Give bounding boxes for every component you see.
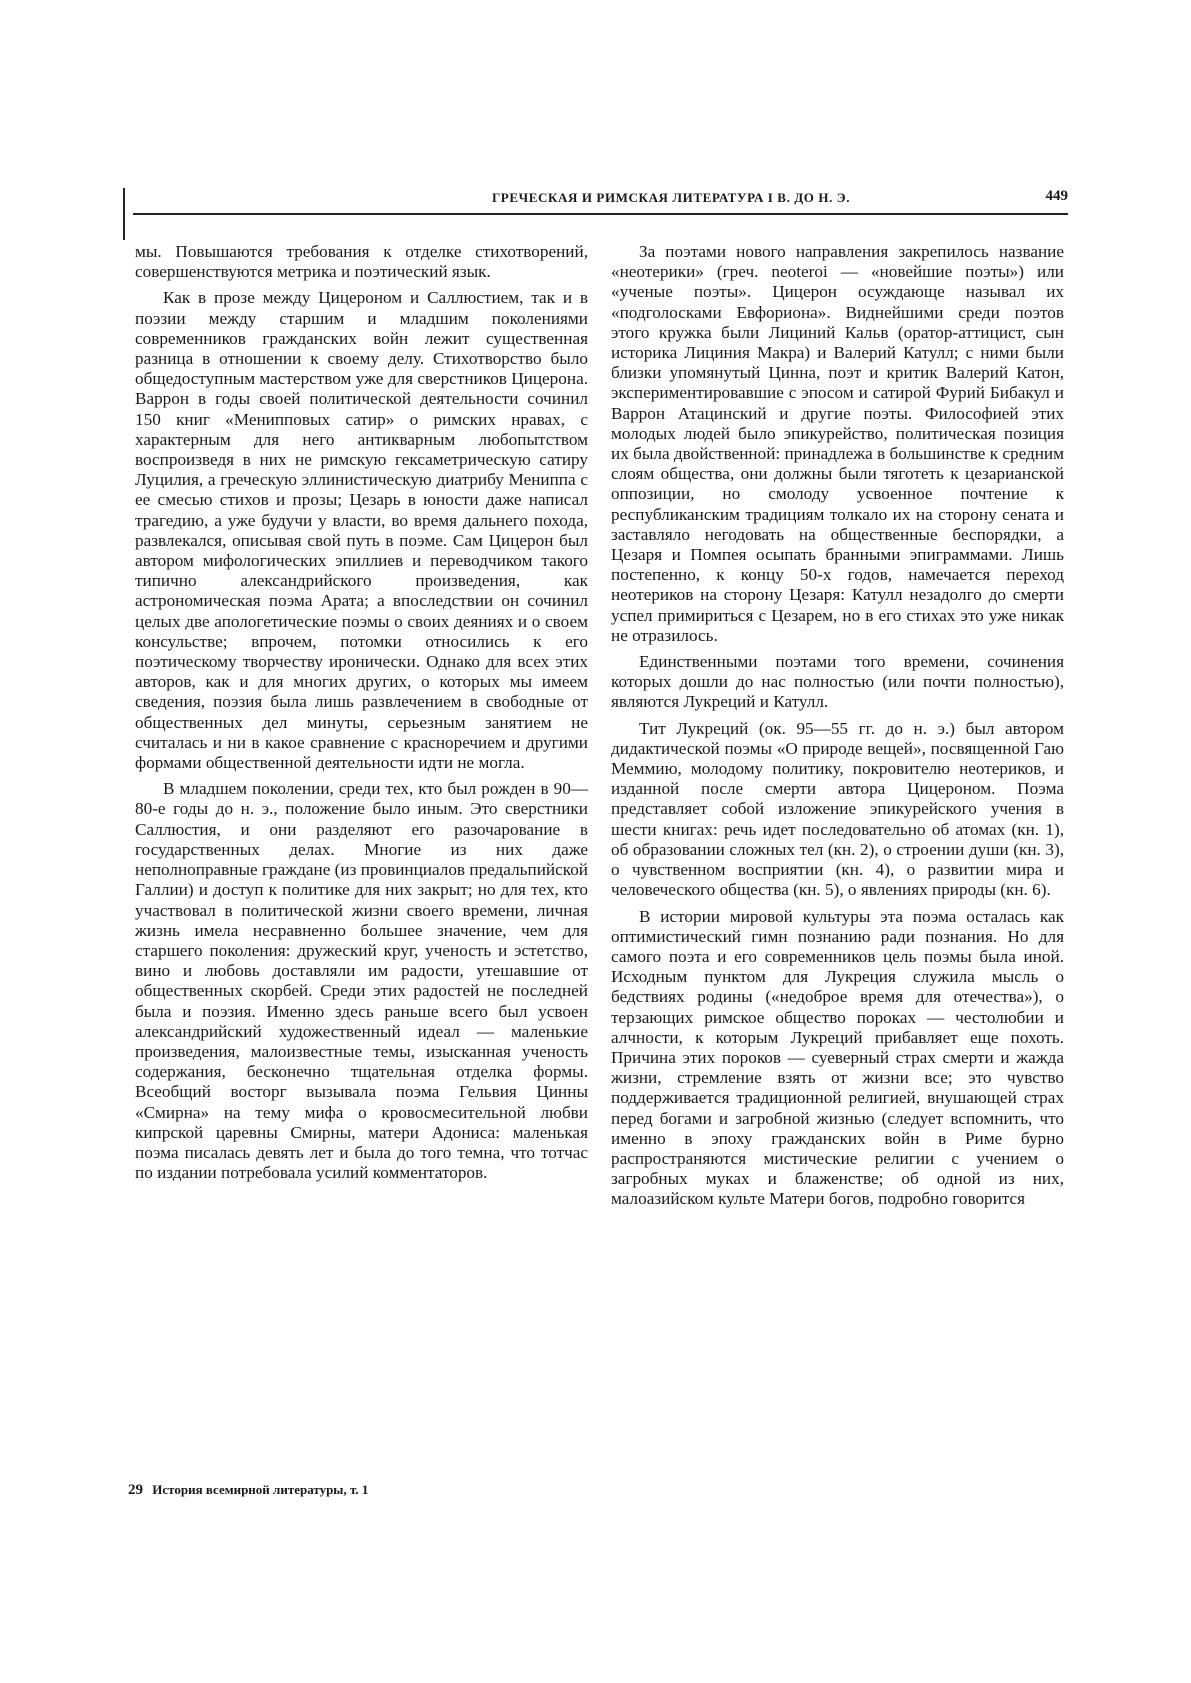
paragraph: Единственными поэтами того времени, сочинения которых дошли до нас полностью (или почти полностью), являются Лукреций и Катулл. (611, 652, 1064, 712)
margin-rule (123, 188, 125, 240)
paragraph: Тит Лукреций (ок. 95—55 гг. до н. э.) был автором дидактической поэмы «О природе вещей», посвященной Гаю Меммию, молодому политику, покровителю неотериков, и изданной после смерти автора Цицероном. Поэма представляет собой изложение эпикурейского учения в шести книгах: речь идет последовательно об атомах (кн. 1), об образовании сложных тел (кн. 2), о строении души (кн. 3), о чувственном восприятии (кн. 4), о развитии мира и человеческого общества (кн. 5), о явлениях природы (кн. 6). (611, 718, 1064, 900)
paragraph: В истории мировой культуры эта поэма осталась как оптимистический гимн познанию ради познания. Но для самого поэта и его современников цель поэмы была иной. Исходным пунктом для Лукреция служила мысль о бедствиях родины («недоброе время для отечества»), о терзающих римское общество пороках — честолюбии и алчности, к которым Лукреций прибавляет еще похоть. Причина этих пороков — суеверный страх смерти и жажда жизни, стремление взять от жизни все; это чувство поддерживается традиционной религией, внушающей страх перед богами и загробной жизнью (следует вспомнить, что именно в эпоху гражданских войн в Риме бурно распространяются мистические религии с учением о загробных муках и блаженстве; об одной из них, малоазийском культе Матери богов, подробно говорится (611, 906, 1064, 1209)
right-column (611, 242, 1064, 1216)
signature-number: 29 (128, 1482, 143, 1498)
running-head: ГРЕЧЕСКАЯ И РИМСКАЯ ЛИТЕРАТУРА I В. ДО Н. Э. (491, 190, 851, 205)
paragraph: За поэтами нового направления закрепилось название «неотерики» (греч. neoteroi — «новейшие поэты») или «ученые поэты». Цицерон осуждающе называл их «подголосками Евфориона». Виднейшими среди поэтов этого кружка были Лициний Кальв (оратор-аттицист, сын историка Лициния Макра) и Валерий Катулл; с ними были близки упомянутый Цинна, поэт и критик Валерий Катон, экспериментировавшие с эпосом и сатирой Фурий Бибакул и Варрон Атацинский и другие поэты. Философией этих молодых людей было эпикурейство, политическая позиция их была двойственной: принадлежа в большинстве к средним слоям общества, они должны были тяготеть к цезарианской оппозиции, но смолоду усвоенное почтение к республиканским традициям толкало их на сторону сената и заставляло негодовать на общественные беспорядки, а Цезаря и Помпея осыпать бранными эпиграммами. Лишь постепенно, к концу 50-х годов, намечается переход неотериков на сторону Цезаря: Катулл незадолго до смерти успел примириться с Цезарем, но в его стихах это уже никак не отразилось. (611, 242, 1064, 645)
page-header (133, 188, 1068, 212)
header-rule (133, 213, 1068, 215)
signature-title: История всемирной литературы, т. 1 (152, 1482, 369, 1497)
paragraph: Как в прозе между Цицероном и Саллюстием, так и в поэзии между старшим и младшим поколениями современников гражданских войн лежит существенная разница в отношении к своему делу. Стихотворство было общедоступным мастерством уже для сверстников Цицерона. Варрон в годы своей политической деятельности сочинил 150 книг «Менипповых сатир» о римских нравах, с характерным для него антикварным любопытством воспроизведя в них не римскую гексаметрическую сатиру Луцилия, а греческую эллинистическую диатрибу Мениппа с ее смесью стихов и прозы; Цезарь в юности даже написал трагедию, а уже будучи у власти, во время дальнего похода, развлекался, описывая свой путь в поэме. Сам Цицерон был автором мифологических эпиллиев и переводчиком такого типично александрийского произведения, как астрономическая поэма Арата; а впоследствии он сочинил целых две апологетические поэмы о своих деяниях и о своем консульстве; впрочем, потомки относились к его поэтическому творчеству иронически. Однако для всех этих авторов, как и для многих других, о которых мы имеем сведения, поэзия была лишь развлечением в свободные от общественных дел минуты, серьезным занятием не считалась и ни в какое сравнение с красноречием и другими формами общественной деятельности идти не могла. (135, 288, 588, 773)
paragraph: мы. Повышаются требования к отделке стихотворений, совершенствуются метрика и поэтический язык. (135, 242, 588, 282)
printer-signature (128, 1482, 368, 1499)
paragraph: В младшем поколении, среди тех, кто был рожден в 90—80-е годы до н. э., положение было иным. Это сверстники Саллюстия, и они разделяют его разочарование в государственных делах. Многие из них даже неполноправные граждане (из провинциалов предальпийской Галлии) и доступ к политике для них закрыт; но для тех, кто участвовал в политической жизни своего времени, личная жизнь имела несравненно большее значение, чем для старшего поколения: дружеский круг, ученость и эстетство, вино и любовь доставляли им радости, утешавшие от общественных скорбей. Среди этих радостей не последней была и поэзия. Именно здесь раньше всего был усвоен александрийский художественный идеал — маленькие произведения, малоизвестные темы, изысканная ученость содержания, бесконечно тщательная отделка формы. Всеобщий восторг вызывала поэма Гельвия Цинны «Смирна» на тему мифа о кровосмесительной любви кипрской царевны Смирны, матери Адониса: маленькая поэма писалась девять лет и была до того темна, что тотчас по издании потребовала усилий комментаторов. (135, 779, 588, 1183)
page-number: 449 (1045, 188, 1068, 204)
left-column (135, 242, 588, 1189)
